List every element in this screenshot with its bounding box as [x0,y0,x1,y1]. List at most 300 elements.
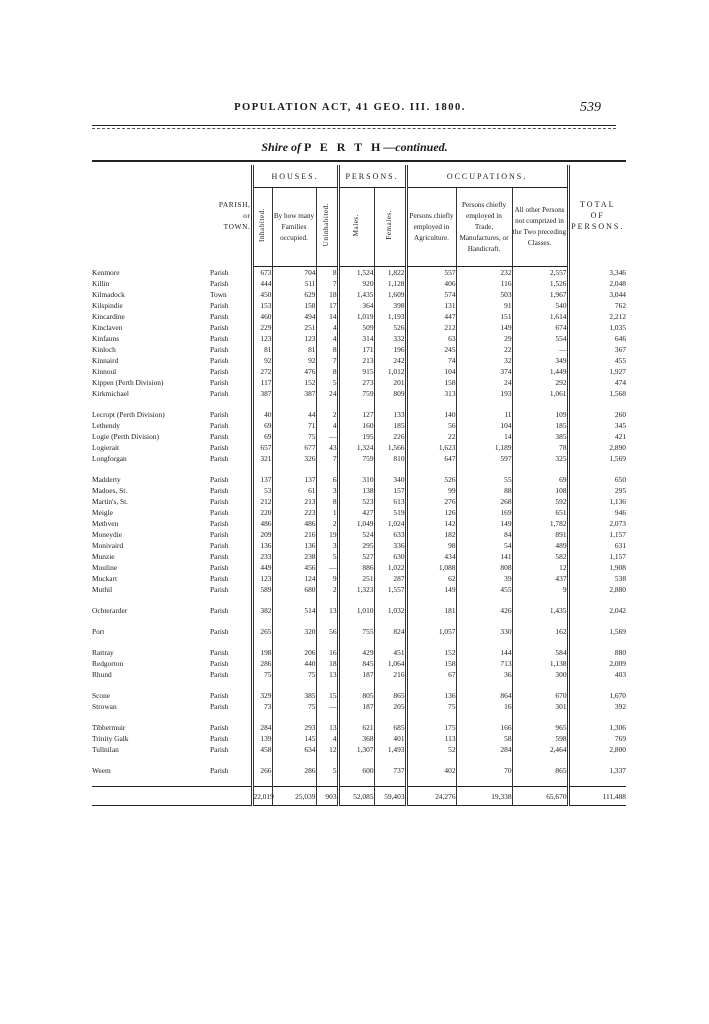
cell-males: 1,010 [338,605,374,616]
cell-total: 1,927 [568,366,626,377]
cell-total: 1,569 [568,626,626,637]
cell-trade: 374 [456,366,512,377]
cell-inhabited: 137 [252,474,272,485]
cell-inhabited: 265 [252,626,272,637]
cell-males: 429 [338,647,374,658]
cell-males: 251 [338,573,374,584]
parish-name: Logie (Perth Division) [92,432,159,441]
table-row [92,420,626,431]
total-trade: 19,338 [456,787,512,806]
cell-trade: 70 [456,765,512,776]
cell-total: 769 [568,733,626,744]
cell-families: 440 [272,658,316,669]
cell-males: 213 [338,355,374,366]
cell-families: 206 [272,647,316,658]
parish-name: Kilmadock [92,290,125,299]
cell-inhabited: 209 [252,529,272,540]
cell-males: 759 [338,388,374,399]
cell-trade: 54 [456,540,512,551]
spacer-cell [252,755,272,765]
parish-kind: Parish [210,766,229,775]
total-agriculture: 24,276 [406,787,456,806]
cell-families: 216 [272,529,316,540]
table-row [92,518,626,529]
parish-name: Logierait [92,443,120,452]
cell-trade: 58 [456,733,512,744]
parish-kind: Parish [210,530,229,539]
cell-other: 674 [512,322,568,333]
cell-total: 2,009 [568,658,626,669]
cell-uninhabited: 16 [316,647,338,658]
cell-uninhabited: — [316,431,338,442]
cell-males: 273 [338,377,374,388]
cell-agriculture: 175 [406,722,456,733]
cell-families: 44 [272,409,316,420]
occupations-header: OCCUPATIONS. [406,165,568,188]
spacer-cell [456,776,512,787]
cell-males: 509 [338,322,374,333]
cell-males: 368 [338,733,374,744]
cell-males: 920 [338,278,374,289]
cell-families: 476 [272,366,316,377]
cell-uninhabited: 18 [316,289,338,300]
cell-females: 1,012 [374,366,406,377]
cell-females: 201 [374,377,406,388]
spacer-cell [406,637,456,647]
cell-families: 137 [272,474,316,485]
cell-inhabited: 382 [252,605,272,616]
spacer-name [92,595,252,605]
cell-inhabited: 444 [252,278,272,289]
parish-name: Strowan [92,702,117,711]
cell-females: 340 [374,474,406,485]
parish-name: Tullnilan [92,745,119,754]
cell-uninhabited: 56 [316,626,338,637]
subtitle-county: P E R T H [304,140,384,154]
parish-kind: Parish [210,734,229,743]
spacer-cell [512,399,568,409]
parish-kind: Parish [210,356,229,365]
cell-uninhabited: 14 [316,311,338,322]
cell-other: 1,526 [512,278,568,289]
parish-name: Redgorton [92,659,124,668]
cell-families: 145 [272,733,316,744]
parish-kind: Parish [210,443,229,452]
cell-other: 78 [512,442,568,453]
table-row [92,647,626,658]
cell-other: 582 [512,551,568,562]
spacer-name [92,637,252,647]
cell-agriculture: 1,623 [406,442,456,453]
cell-other: 489 [512,540,568,551]
parish-kind: Parish [210,389,229,398]
cell-inhabited: 220 [252,507,272,518]
spacer-cell [568,712,626,722]
parish-name: Muckart [92,574,118,583]
table-row [92,733,626,744]
cell-inhabited: 657 [252,442,272,453]
cell-families: 213 [272,496,316,507]
cell-males: 314 [338,333,374,344]
cell-families: 387 [272,388,316,399]
cell-trade: 503 [456,289,512,300]
cell-agriculture: 126 [406,507,456,518]
cell-total: 1,306 [568,722,626,733]
table-row [92,658,626,669]
cell-other: 9 [512,584,568,595]
cell-trade: 36 [456,669,512,680]
cell-other: 292 [512,377,568,388]
col-trade: Persons chiefly employed in Trade, Manufactures, or Handicraft. [456,188,512,267]
table-row [92,744,626,755]
spacer-cell [456,712,512,722]
cell-females: 242 [374,355,406,366]
parish-name: Scone [92,691,111,700]
col-males: Males. [338,188,374,267]
cell-other: 554 [512,333,568,344]
cell-total: 1,035 [568,322,626,333]
parish-kind: Parish [210,454,229,463]
cell-trade: 455 [456,584,512,595]
cell-males: 759 [338,453,374,464]
parish-kind: Parish [210,508,229,517]
table-row [92,765,626,776]
parish-name: Kinfauns [92,334,120,343]
spacer-cell [272,755,316,765]
parish-name: Kinnaird [92,356,119,365]
cell-uninhabited: 13 [316,722,338,733]
cell-total: 2,042 [568,605,626,616]
cell-other: 12 [512,562,568,573]
cell-other: 891 [512,529,568,540]
spacer-cell [338,637,374,647]
cell-males: 364 [338,300,374,311]
cell-uninhabited: — [316,562,338,573]
spacer-cell [456,755,512,765]
cell-inhabited: 123 [252,333,272,344]
table-row [92,289,626,300]
spacer-cell [252,637,272,647]
spacer-cell [252,616,272,626]
cell-other: 1,435 [512,605,568,616]
cell-males: 1,435 [338,289,374,300]
parish-name: Longforgan [92,454,127,463]
table-row [92,701,626,712]
parish-kind: Parish [210,486,229,495]
spacer-cell [568,680,626,690]
cell-total: 631 [568,540,626,551]
cell-families: 158 [272,300,316,311]
cell-families: 326 [272,453,316,464]
parish-name: Munzie [92,552,115,561]
cell-agriculture: 62 [406,573,456,584]
cell-females: 1,128 [374,278,406,289]
spacer-name [92,712,252,722]
cell-inhabited: 81 [252,344,272,355]
spacer-name [92,776,252,787]
parish-kind: Parish [210,552,229,561]
cell-uninhabited: 9 [316,573,338,584]
parish-kind: Town [210,290,227,299]
spacer-cell [272,399,316,409]
cell-females: 1,064 [374,658,406,669]
cell-total: 2,890 [568,442,626,453]
cell-females: 809 [374,388,406,399]
cell-uninhabited: 8 [316,496,338,507]
cell-females: 1,193 [374,311,406,322]
cell-total: 1,568 [568,388,626,399]
spacer-cell [374,399,406,409]
table-row [92,377,626,388]
cell-uninhabited: — [316,701,338,712]
cell-agriculture: 74 [406,355,456,366]
cell-females: 613 [374,496,406,507]
spacer-cell [512,776,568,787]
table-row [92,409,626,420]
cell-inhabited: 266 [252,765,272,776]
cell-families: 494 [272,311,316,322]
spacer-cell [374,464,406,474]
cell-other: 670 [512,690,568,701]
cell-females: 633 [374,529,406,540]
table-row [92,626,626,637]
cell-males: 1,049 [338,518,374,529]
cell-families: 293 [272,722,316,733]
cell-total: 2,880 [568,584,626,595]
cell-other: 1,061 [512,388,568,399]
parish-kind: Parish [210,519,229,528]
cell-uninhabited: 7 [316,278,338,289]
cell-families: 238 [272,551,316,562]
cell-other: 437 [512,573,568,584]
cell-trade: 11 [456,409,512,420]
cell-females: 1,493 [374,744,406,755]
parish-name: Rhund [92,670,112,679]
spacer-name [92,464,252,474]
top-rule-dashed [92,128,616,129]
cell-females: 526 [374,322,406,333]
top-rule [92,125,616,126]
parish-kind: Parish [210,432,229,441]
cell-agriculture: 158 [406,377,456,388]
table-row [92,529,626,540]
cell-total: 367 [568,344,626,355]
cell-inhabited: 329 [252,690,272,701]
parish-kind: Parish [210,648,229,657]
cell-other: 301 [512,701,568,712]
cell-uninhabited: 18 [316,658,338,669]
cell-females: 216 [374,669,406,680]
cell-families: 251 [272,322,316,333]
parish-name: Kinloch [92,345,116,354]
subtitle-rule [92,160,626,162]
cell-uninhabited: 5 [316,765,338,776]
cell-uninhabited: 4 [316,333,338,344]
cell-males: 524 [338,529,374,540]
spacer-cell [272,464,316,474]
cell-inhabited: 233 [252,551,272,562]
cell-males: 138 [338,485,374,496]
cell-other: 2,557 [512,267,568,279]
spacer-cell [338,680,374,690]
spacer-cell [456,399,512,409]
spacer-cell [512,712,568,722]
cell-other: 1,782 [512,518,568,529]
cell-females: 133 [374,409,406,420]
group-spacer [92,637,626,647]
cell-trade: 32 [456,355,512,366]
parish-kind: Parish [210,723,229,732]
table-row [92,605,626,616]
cell-other: 162 [512,626,568,637]
spacer-cell [568,464,626,474]
cell-agriculture: 182 [406,529,456,540]
spacer-cell [568,637,626,647]
spacer-cell [338,595,374,605]
cell-total: 455 [568,355,626,366]
cell-inhabited: 53 [252,485,272,496]
spacer-name [92,616,252,626]
cell-families: 75 [272,669,316,680]
spacer-cell [252,399,272,409]
parish-kind: Parish [210,279,229,288]
cell-agriculture: 526 [406,474,456,485]
parish-kind: Parish [210,702,229,711]
spacer-cell [272,680,316,690]
parish-name: Meigle [92,508,113,517]
parish-name: Martin's, St. [92,497,129,506]
cell-females: 1,032 [374,605,406,616]
spacer-cell [316,712,338,722]
table-row [92,540,626,551]
table-row [92,311,626,322]
parish-name: Kinclaven [92,323,123,332]
spacer-cell [568,399,626,409]
cell-trade: 149 [456,322,512,333]
group-spacer [92,680,626,690]
spacer-cell [406,680,456,690]
cell-females: 205 [374,701,406,712]
spacer-cell [252,680,272,690]
cell-males: 1,324 [338,442,374,453]
cell-families: 677 [272,442,316,453]
cell-uninhabited: 2 [316,409,338,420]
cell-trade: 330 [456,626,512,637]
parish-kind: Parish [210,670,229,679]
spacer-cell [374,595,406,605]
cell-total: 260 [568,409,626,420]
cell-families: 320 [272,626,316,637]
cell-total: 2,212 [568,311,626,322]
group-spacer [92,776,626,787]
cell-agriculture: 104 [406,366,456,377]
parish-kind: Parish [210,378,229,387]
cell-agriculture: 276 [406,496,456,507]
parish-name: Madoes, St. [92,486,128,495]
subtitle-suffix: —continued. [383,140,448,154]
cell-inhabited: 198 [252,647,272,658]
cell-agriculture: 181 [406,605,456,616]
spacer-cell [374,680,406,690]
parish-kind: Parish [210,475,229,484]
running-title: POPULATION ACT, 41 GEO. III. 1800. [234,102,466,113]
cell-agriculture: 99 [406,485,456,496]
cell-trade: 116 [456,278,512,289]
parish-name: Monivaird [92,541,124,550]
cell-total: 3,346 [568,267,626,279]
cell-females: 336 [374,540,406,551]
parish-name: Killin [92,279,110,288]
spacer-cell [406,776,456,787]
cell-families: 514 [272,605,316,616]
cell-agriculture: 98 [406,540,456,551]
parish-kind: Parish [210,574,229,583]
cell-females: 824 [374,626,406,637]
persons-header: PERSONS. [338,165,406,188]
cell-inhabited: 40 [252,409,272,420]
cell-males: 523 [338,496,374,507]
parish-name: Kenmore [92,267,120,277]
cell-agriculture: 75 [406,701,456,712]
cell-inhabited: 449 [252,562,272,573]
spacer-cell [338,712,374,722]
table-row [92,551,626,562]
cell-families: 61 [272,485,316,496]
cell-agriculture: 149 [406,584,456,595]
table-row [92,474,626,485]
cell-inhabited: 92 [252,355,272,366]
col-agriculture: Persons chiefly employed in Agriculture. [406,188,456,267]
cell-other: 108 [512,485,568,496]
cell-trade: 151 [456,311,512,322]
cell-agriculture: 131 [406,300,456,311]
cell-males: 915 [338,366,374,377]
cell-other: 385 [512,431,568,442]
spacer-cell [316,616,338,626]
cell-uninhabited: 12 [316,744,338,755]
cell-total: 1,670 [568,690,626,701]
population-table [92,165,626,806]
cell-males: 187 [338,669,374,680]
table-row [92,562,626,573]
cell-uninhabited: 4 [316,420,338,431]
cell-other: 651 [512,507,568,518]
cell-uninhabited: 3 [316,485,338,496]
cell-males: 845 [338,658,374,669]
cell-inhabited: 284 [252,722,272,733]
total-other: 65,670 [512,787,568,806]
spacer-cell [568,776,626,787]
cell-trade: 141 [456,551,512,562]
cell-agriculture: 406 [406,278,456,289]
table-row [92,322,626,333]
cell-uninhabited: 3 [316,540,338,551]
cell-inhabited: 139 [252,733,272,744]
cell-agriculture: 63 [406,333,456,344]
table-row [92,431,626,442]
parish-kind: Parish [210,267,229,277]
table-row [92,333,626,344]
spacer-cell [316,399,338,409]
spacer-cell [338,464,374,474]
cell-families: 704 [272,267,316,279]
cell-uninhabited: 4 [316,322,338,333]
table-row [92,442,626,453]
cell-other: 300 [512,669,568,680]
table-row [92,366,626,377]
cell-agriculture: 152 [406,647,456,658]
cell-total: 1,908 [568,562,626,573]
